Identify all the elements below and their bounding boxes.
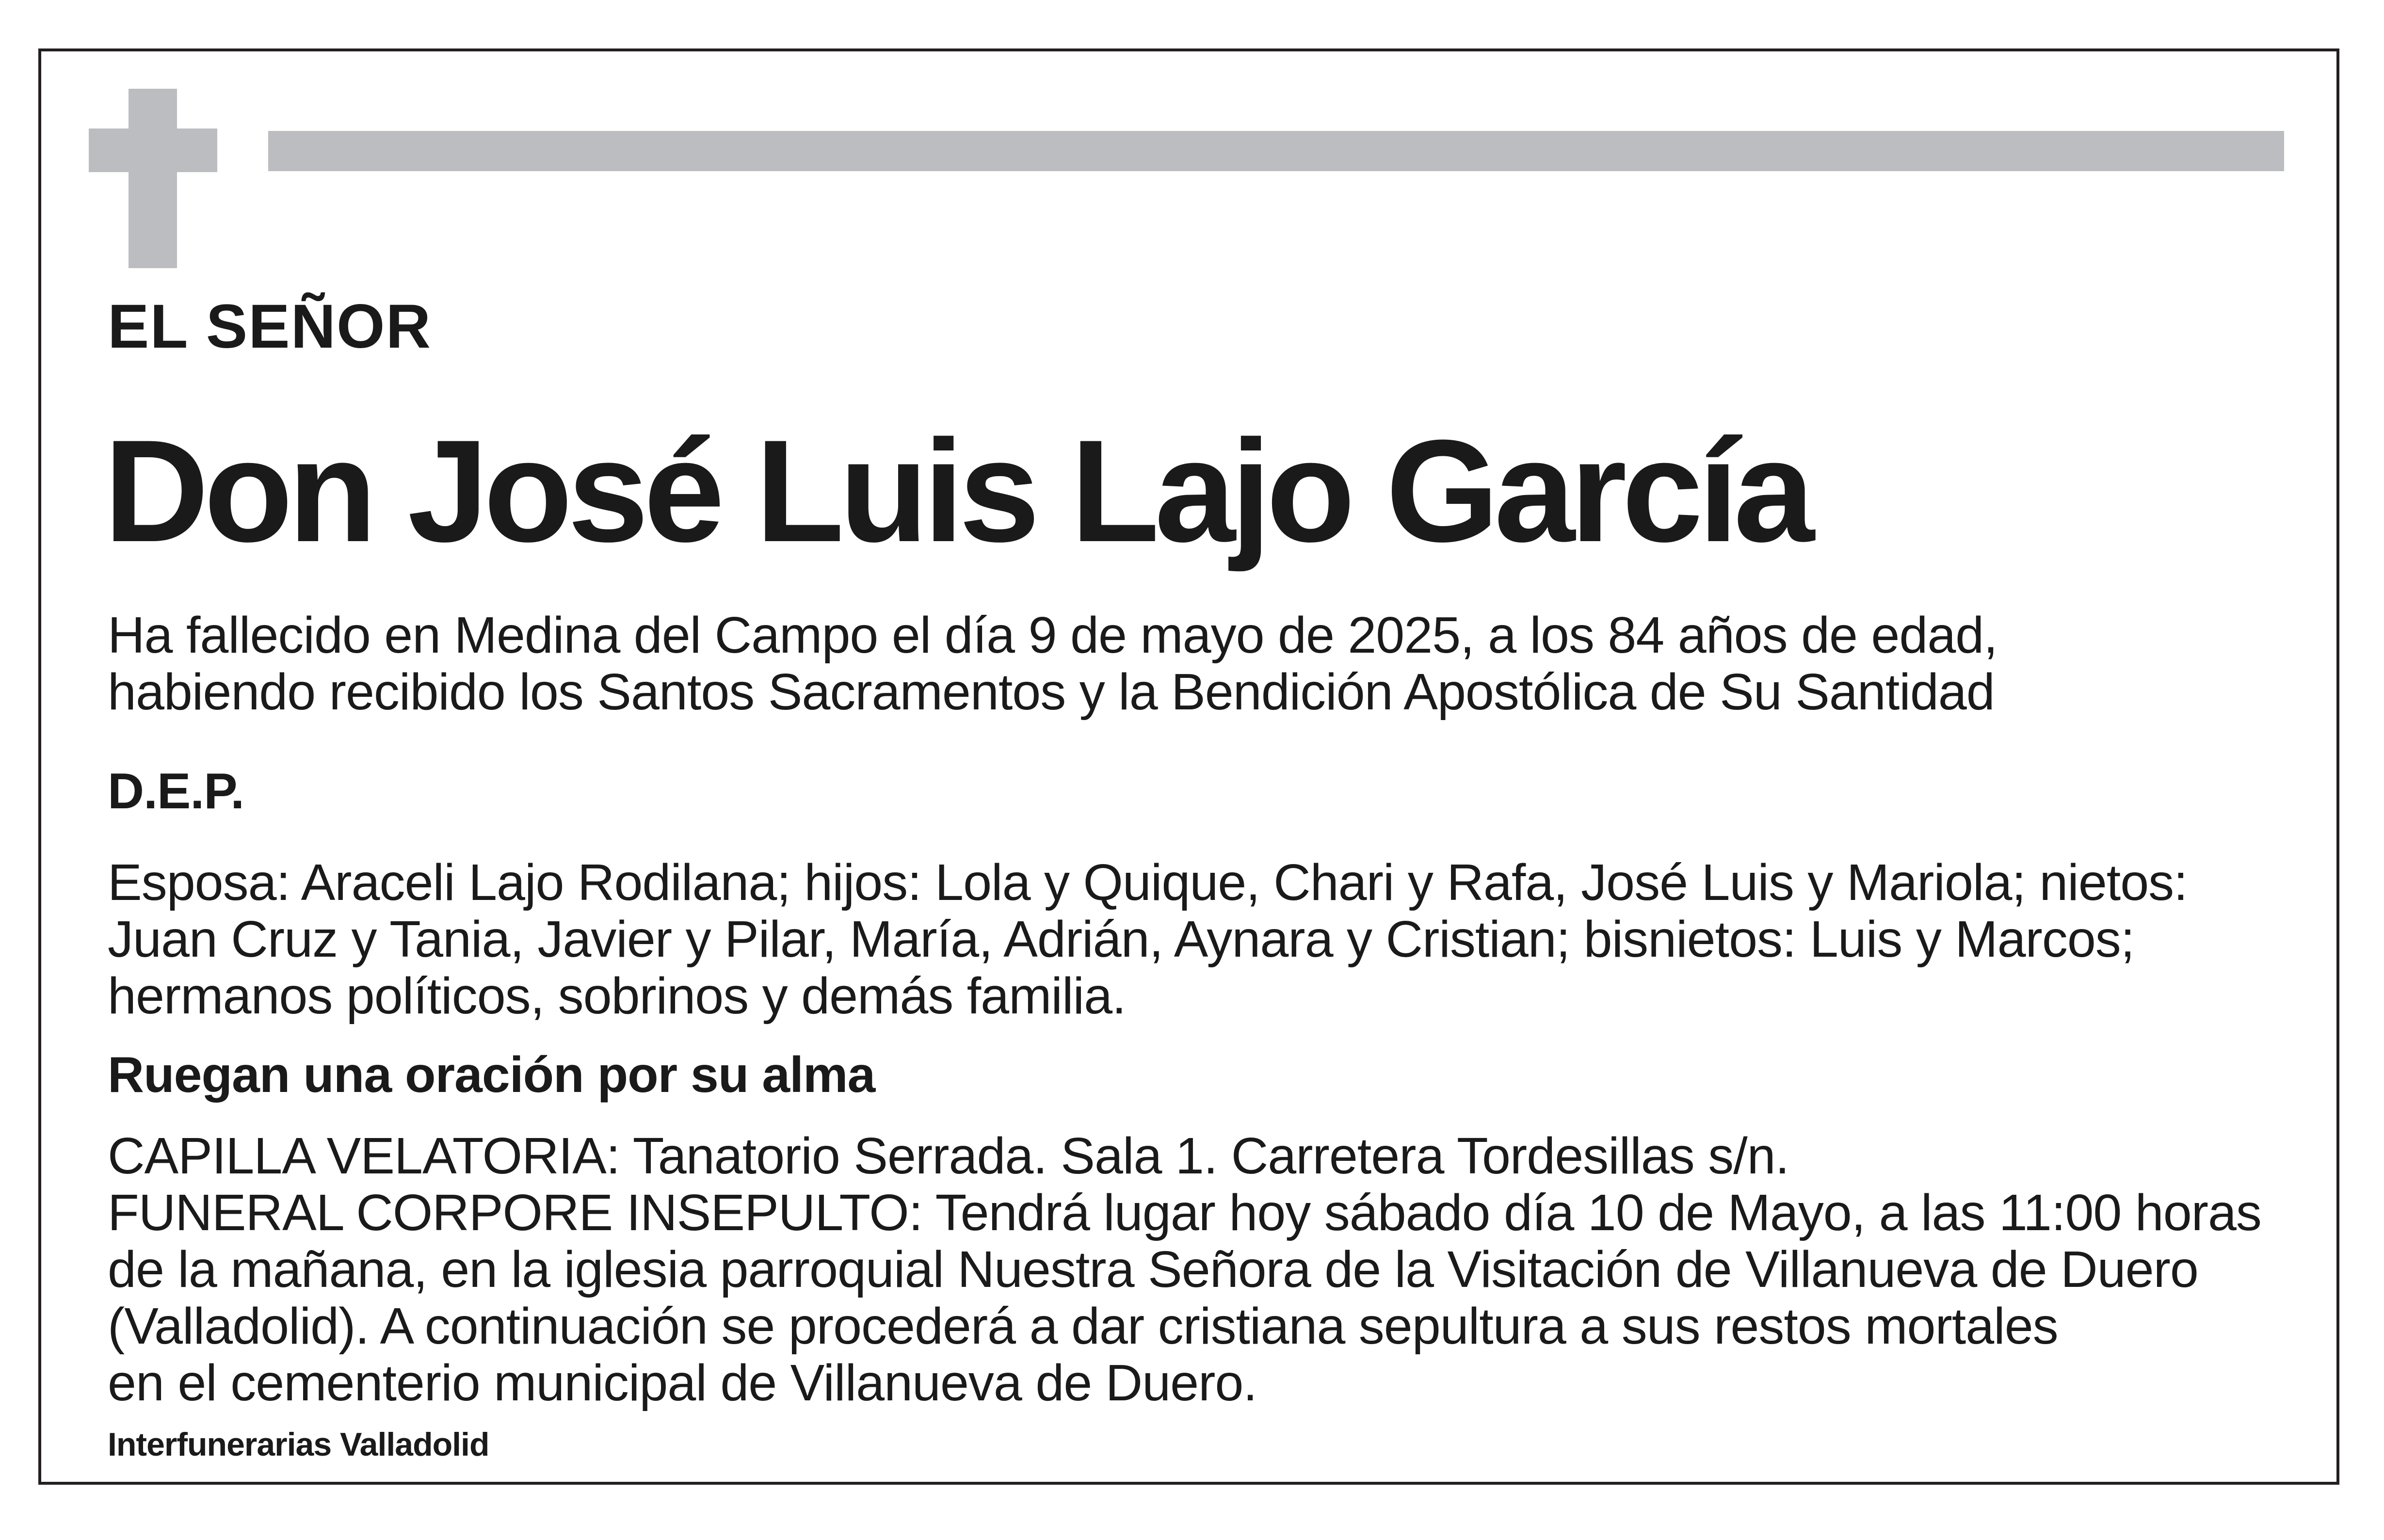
family-line: hermanos políticos, sobrinos y demás familia. <box>108 967 1126 1025</box>
cross-vertical-bar <box>129 89 177 268</box>
service-line: CAPILLA VELATORIA: Tanatorio Serrada. Sala 1. Carretera Tordesillas s/n. <box>108 1127 1789 1185</box>
service-line: (Valladolid). A continuación se procederá a dar cristiana sepultura a sus restos mortales <box>108 1298 2058 1355</box>
service-line: FUNERAL CORPORE INSEPULTO: Tendrá lugar hoy sábado día 10 de Mayo, a las 11:00 horas <box>108 1184 2261 1241</box>
header-rule <box>268 131 2284 171</box>
family-line: Juan Cruz y Tania, Javier y Pilar, María, Adrián, Aynara y Cristian; bisnietos: Luis y Marcos; <box>108 911 2135 968</box>
prayer-request: Ruegan una oración por su alma <box>108 1047 875 1103</box>
deceased-name: Don José Luis Lajo García <box>104 409 1810 572</box>
death-line: habiendo recibido los Santos Sacramentos y la Bendición Apostólica de Su Santidad <box>108 663 1995 721</box>
honorific: EL SEÑOR <box>108 292 432 361</box>
death-announcement <box>108 607 1997 721</box>
cross-horizontal-bar <box>89 128 217 172</box>
funeral-home: Interfunerarias Valladolid <box>108 1426 489 1463</box>
service-line: de la mañana, en la iglesia parroquial Nuestra Señora de la Visitación de Villanueva de Duero <box>108 1241 2198 1298</box>
family-line: Esposa: Araceli Lajo Rodilana; hijos: Lola y Quique, Chari y Rafa, José Luis y Mariola; nietos: <box>108 854 2188 911</box>
service-line: en el cementerio municipal de Villanueva de Duero. <box>108 1354 1257 1412</box>
death-line: Ha fallecido en Medina del Campo el día 9 de mayo de 2025, a los 84 años de edad, <box>108 607 1997 664</box>
family-list <box>108 854 2188 1025</box>
service-details <box>108 1128 2261 1412</box>
dep-label: D.E.P. <box>108 763 244 819</box>
